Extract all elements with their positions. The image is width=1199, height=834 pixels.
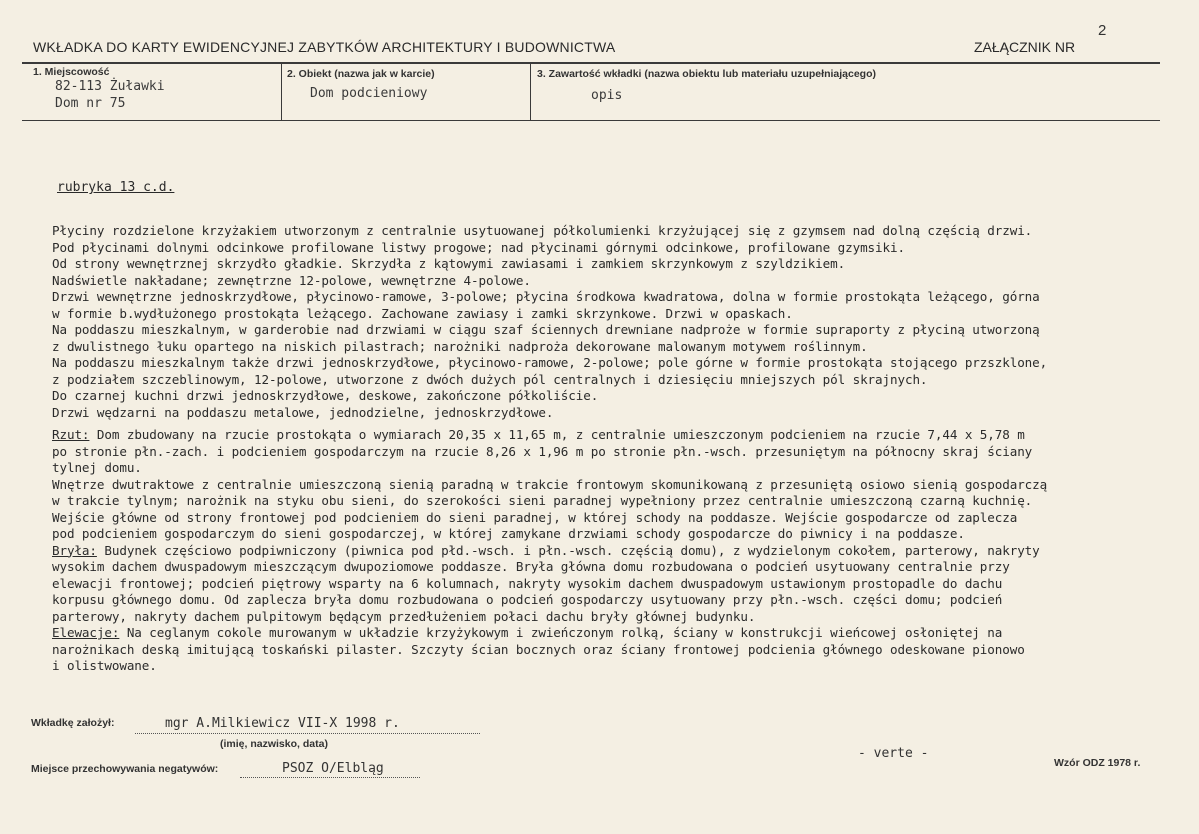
body-line: Na poddaszu mieszkalnym także drzwi jednoskrzydłowe, płycinowo-ramowe, 2-polowe; pole górne w formie prostokąta stojącego przszklone,	[52, 355, 1048, 370]
body-line: Płyciny rozdzielone krzyżakiem utworzonym z centralnie usytuowanej półkolumienki krzyżującej się z gzymsem nad dolną częścią drzwi.	[52, 223, 1033, 238]
description-body	[52, 223, 1147, 675]
body-line: Drzwi wewnętrzne jednoskrzydłowe, płycinowo-ramowe, 3-polowe; płycina środkowa kwadratowa, dolna w formie prostokąta leżącego, górna	[52, 289, 1040, 304]
object-label: 2. Obiekt (nazwa jak w karcie)	[287, 68, 435, 80]
rzut-label: Rzut:	[52, 427, 90, 442]
document-title: WKŁADKA DO KARTY EWIDENCYJNEJ ZABYTKÓW ARCHITEKTURY I BUDOWNICTWA	[33, 39, 616, 55]
body-line: z dwulistnego łuku opartego na niskich pilastrach; narożniki nadproża dekorowane malowanym motywem roślinnym.	[52, 338, 868, 354]
field-divider-1	[281, 63, 282, 121]
body-line: w formie b.wydłużonego prostokąta leżącego. Zachowane zawiasy i zamki skrzynkowe. Drzwi w opaskach.	[52, 305, 793, 321]
body-line: Do czarnej kuchni drzwi jednoskrzydłowe, deskowe, zakończone półkoliście.	[52, 388, 599, 403]
locality-label: 1. Miejscowość	[33, 66, 110, 78]
bryla-line: wysokim dachem dwuspadowym mieszczącym dwupoziomowe poddasze. Bryła główna domu rozbudowana o podcień usytuowany centralnie przy	[52, 559, 1010, 574]
elewacje-line: Elewacje: Na ceglanym cokole murowanym w układzie krzyżykowym i zwieńczonym rolką, ściany w konstrukcji wieńcowej osłoniętej na	[52, 625, 1003, 640]
bryla-line: Bryła: Budynek częściowo podpiwniczony (piwnica pod płd.-wsch. i płn.-wsch. częścią domu), z wydzielonym cokołem, parterowy, nakryty	[52, 542, 1040, 558]
author-dotted-line	[135, 733, 480, 734]
elewacje-line: i olistwowane.	[52, 658, 157, 673]
body-line: Pod płycinami dolnymi odcinkowe profilowane listwy progowe; nad płycinami górnymi odcinkowe, profilowane gzymsiki.	[52, 239, 905, 255]
object-value: Dom podcieniowy	[310, 86, 428, 101]
locality-value: 82-113 Żuławki	[55, 79, 165, 94]
storage-label: Miejsce przechowywania negatywów:	[31, 763, 219, 775]
author-label: Wkładkę założył:	[31, 717, 115, 729]
body-line: Na poddaszu mieszkalnym, w garderobie nad drzwiami w ciągu szaf ściennych drewniane nadproże w formie supraporty z płyciną utworzoną	[52, 322, 1040, 337]
elewacje-line: narożnikach deską imitującą toskański pilaster. Szczyty ścian bocznych oraz ściany frontowej podcienia głównego odeskowane pionowo	[52, 641, 1025, 657]
bryla-line: parterowy, nakryty dachem pulpitowym będącym przedłużeniem połaci dachu bryły głównej budynku.	[52, 608, 756, 624]
page-number: 2	[1098, 22, 1107, 39]
rzut-line: po stronie płn.-zach. i podcieniem gospodarczym na rzucie 8,26 x 1,96 m po stronie płn.-wsch. przesuniętym na północny skraj ściany	[52, 443, 1033, 459]
content-value: opis	[591, 88, 623, 103]
bryla-line: elewacji frontowej; podcień piętrowy wsparty na 6 kolumnach, nakryty wysokim dachem dwuspadowym ustawionym prostopadle do dachu	[52, 575, 1003, 591]
content-label: 3. Zawartość wkładki (nazwa obiektu lub materiału uzupełniającego)	[537, 68, 876, 80]
house-number-value: Dom nr 75	[55, 96, 126, 111]
author-value: mgr A.Milkiewicz VII-X 1998 r.	[165, 716, 400, 731]
fields-bottom-rule	[22, 120, 1160, 121]
field-divider-2	[530, 63, 531, 121]
rzut-line: tylnej domu.	[52, 460, 142, 475]
storage-dotted-line	[240, 777, 420, 778]
rzut-line: Rzut: Dom zbudowany na rzucie prostokąta o wymiarach 20,35 x 11,65 m, z centralnie umieszczonym podcieniem na rzucie 7,44 x 5,78 m	[52, 427, 1025, 442]
rzut-line: pod podcieniem gospodarczym do sieni gospodarczej, w której zamykane drzwiami schody gospodarcze do piwnicy i na poddasze.	[52, 526, 965, 541]
body-line: Drzwi wędzarni na poddaszu metalowe, jednodzielne, jednoskrzydłowe.	[52, 404, 554, 420]
rzut-line: Wejście główne od strony frontowej pod podcieniem do sieni paradnej, w której schody na poddasze. Wejście gospodarcze od zaplecza	[52, 509, 1018, 525]
body-line: z podziałem szczeblinowym, 12-polowe, utworzone z dwóch dużych pól centralnych i dziesięciu mniejszych pól skrajnych.	[52, 371, 928, 387]
body-line: Nadświetle nakładane; zewnętrzne 12-polowe, wewnętrzne 4-polowe.	[52, 272, 531, 288]
rubric-heading: rubryka 13 c.d.	[57, 180, 175, 195]
verte-note: - verte -	[858, 746, 929, 761]
bryla-line: korpusu głównego domu. Od zaplecza bryła domu rozbudowana o podcień gospodarczy usytuowany przy płn.-wsch. części domu; podcień	[52, 592, 1003, 607]
rzut-line: w trakcie tylnym; narożnik na styku obu sieni, do szerokości sieni paradnej wypełniony przez centralnie umieszczoną czarną kuchnię.	[52, 493, 1033, 508]
author-hint: (imię, nazwisko, data)	[220, 738, 328, 750]
bryla-label: Bryła:	[52, 542, 97, 558]
attachment-label: ZAŁĄCZNIK NR	[974, 39, 1076, 55]
storage-value: PSOZ O/Elbląg	[282, 761, 384, 776]
rzut-line: Wnętrze dwutraktowe z centralnie umieszczoną sienią paradną w trakcie frontowym skomunikowaną z przesuniętą osiowo sienią gospodarczą	[52, 476, 1048, 492]
header-rule	[22, 62, 1160, 64]
body-line: Od strony wewnętrznej skrzydło gładkie. Skrzydła z kątowymi zawiasami i zamkiem skrzynkowym z szyldzikiem.	[52, 256, 846, 271]
elewacje-label: Elewacje:	[52, 625, 120, 640]
template-note: Wzór ODZ 1978 r.	[1054, 757, 1141, 769]
